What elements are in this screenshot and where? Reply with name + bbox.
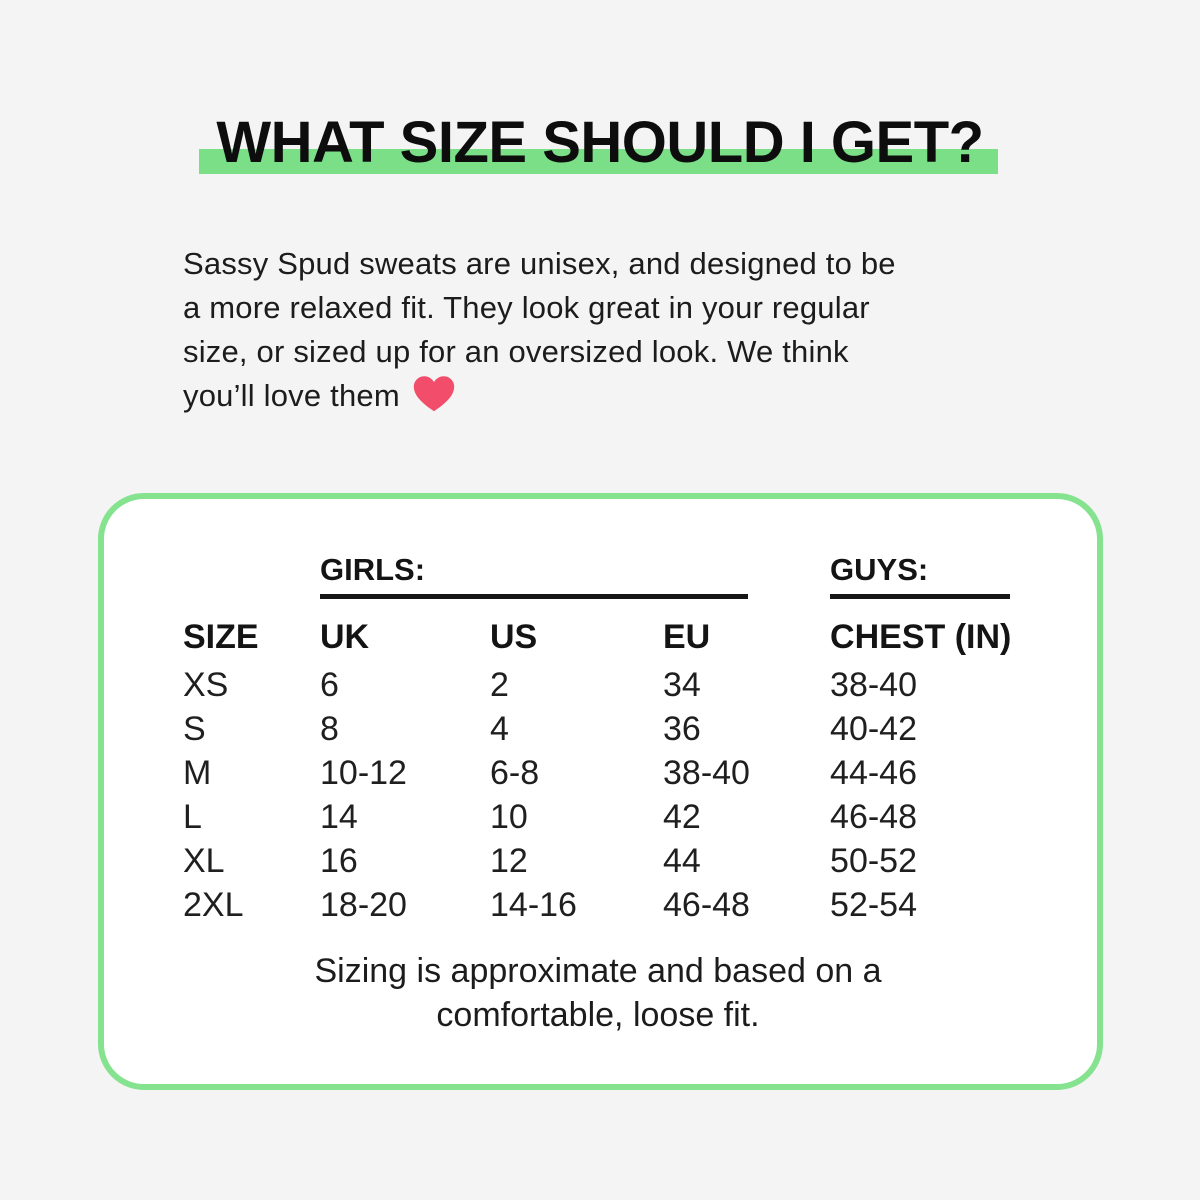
group-header-row xyxy=(183,551,1013,615)
eu-cell: 36 xyxy=(663,710,701,748)
us-cell: 2 xyxy=(490,666,509,704)
girls-group-label: GIRLS: xyxy=(320,551,748,599)
title-section xyxy=(0,110,1200,176)
eu-cell: 46-48 xyxy=(663,886,750,924)
chest-cell: 38-40 xyxy=(830,666,917,704)
intro-line: a more relaxed fit. They look great in your regular xyxy=(183,290,870,325)
eu-cell: 38-40 xyxy=(663,754,750,792)
chest-cell: 52-54 xyxy=(830,886,917,924)
intro-line xyxy=(183,374,1043,418)
size-cell: M xyxy=(183,754,212,792)
column-header-eu: EU xyxy=(663,618,711,656)
guys-group-cell xyxy=(830,551,1013,615)
column-header-us: US xyxy=(490,618,538,656)
us-cell: 6-8 xyxy=(490,754,540,792)
table-row xyxy=(183,707,1013,751)
heart-icon-shape xyxy=(414,376,454,411)
guys-group-label: GUYS: xyxy=(830,551,1010,599)
group-header-spacer xyxy=(183,551,320,615)
column-header-uk: UK xyxy=(320,618,370,656)
sizing-footnote xyxy=(183,949,1013,1037)
uk-cell: 18-20 xyxy=(320,886,407,924)
chest-cell: 44-46 xyxy=(830,754,917,792)
size-cell: L xyxy=(183,798,202,836)
table-row xyxy=(183,839,1013,883)
footnote-line: Sizing is approximate and based on a xyxy=(314,952,882,990)
page-title-text: WHAT SIZE SHOULD I GET? xyxy=(216,110,984,175)
table-row xyxy=(183,663,1013,707)
size-cell: XS xyxy=(183,666,229,704)
uk-cell: 6 xyxy=(320,666,339,704)
size-cell: S xyxy=(183,710,206,748)
table-row xyxy=(183,883,1013,927)
page-title xyxy=(216,110,983,176)
us-cell: 4 xyxy=(490,710,509,748)
eu-cell: 44 xyxy=(663,842,701,880)
size-cell: 2XL xyxy=(183,886,244,924)
table-row xyxy=(183,795,1013,839)
uk-cell: 10-12 xyxy=(320,754,407,792)
eu-cell: 34 xyxy=(663,666,701,704)
uk-cell: 8 xyxy=(320,710,339,748)
us-cell: 12 xyxy=(490,842,528,880)
uk-cell: 14 xyxy=(320,798,358,836)
chest-cell: 46-48 xyxy=(830,798,917,836)
uk-cell: 16 xyxy=(320,842,358,880)
girls-group-cell xyxy=(320,551,830,615)
heart-icon xyxy=(412,375,456,413)
us-cell: 10 xyxy=(490,798,528,836)
chest-cell: 50-52 xyxy=(830,842,917,880)
size-cell: XL xyxy=(183,842,225,880)
us-cell: 14-16 xyxy=(490,886,577,924)
intro-line-text: you’ll love them xyxy=(183,378,400,413)
footnote-line: comfortable, loose fit. xyxy=(436,996,760,1034)
chest-cell: 40-42 xyxy=(830,710,917,748)
table-row xyxy=(183,751,1013,795)
intro-paragraph xyxy=(183,242,1043,418)
intro-line: size, or sized up for an oversized look. We think xyxy=(183,334,849,369)
size-chart-table xyxy=(183,551,1013,927)
column-header-size: SIZE xyxy=(183,618,259,656)
eu-cell: 42 xyxy=(663,798,701,836)
column-header-row xyxy=(183,615,1013,663)
intro-line: Sassy Spud sweats are unisex, and designed to be xyxy=(183,246,896,281)
size-chart-box xyxy=(98,493,1103,1090)
column-header-chest: CHEST (IN) xyxy=(830,618,1012,656)
